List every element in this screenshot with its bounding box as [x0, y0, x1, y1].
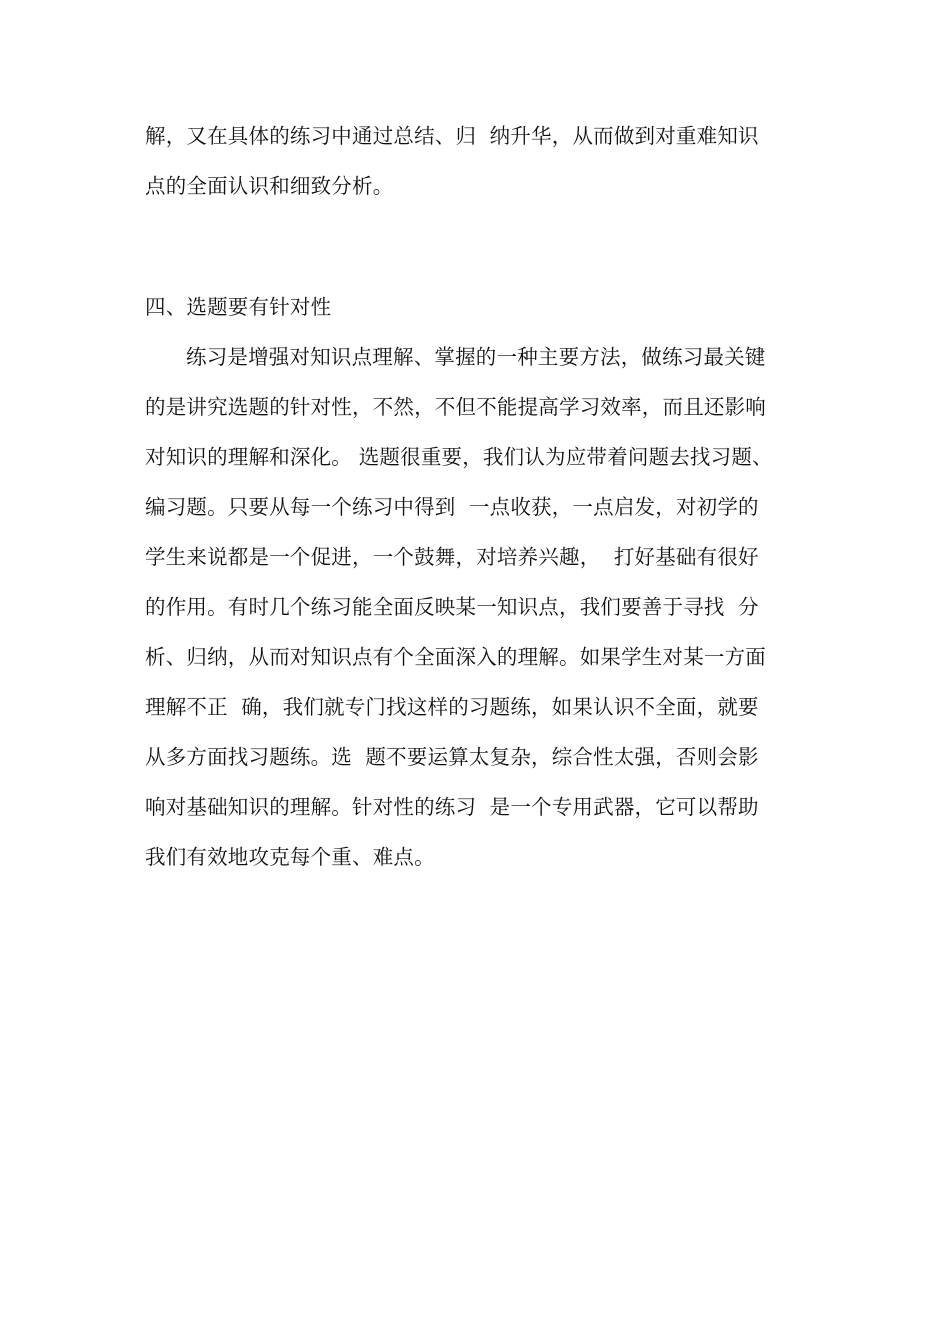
paragraph-line-10: 响对基础知识的理解。针对性的练习 是一个专用武器，它可以帮助 — [145, 795, 759, 819]
paragraph-line-8: 理解不正 确，我们就专门找这样的习题练，如果认识不全面，就要 — [145, 695, 759, 719]
paragraph-line-7: 析、归纳，从而对知识点有个全面深入的理解。如果学生对某一方面 — [145, 645, 766, 669]
paragraph-line-11: 我们有效地攻克每个重、难点。 — [145, 845, 435, 869]
paragraph-line-1: 练习是增强对知识点理解、掌握的一种主要方法，做练习最关键 — [186, 345, 766, 369]
paragraph-line-6: 的作用。有时几个练习能全面反映某一知识点，我们要善于寻找 分 — [145, 595, 759, 619]
paragraph-line-5: 学生来说都是一个促进，一个鼓舞，对培养兴趣， 打好基础有很好 — [145, 545, 759, 569]
section-heading: 四、选题要有针对性 — [145, 295, 332, 319]
intro-line-2: 点的全面认识和细致分析。 — [145, 174, 394, 198]
intro-line-1: 解，又在具体的练习中通过总结、归 纳升华，从而做到对重难知识 — [145, 124, 759, 148]
paragraph-line-2: 的是讲究选题的针对性，不然，不但不能提高学习效率，而且还影响 — [145, 395, 766, 419]
paragraph-line-9: 从多方面找习题练。选 题不要运算太复杂，综合性太强，否则会影 — [145, 745, 759, 769]
paragraph-line-4: 编习题。只要从每一个练习中得到 一点收获，一点启发，对初学的 — [145, 495, 759, 519]
paragraph-line-3: 对知识的理解和深化。 选题很重要，我们认为应带着问题去找习题、 — [145, 445, 773, 469]
